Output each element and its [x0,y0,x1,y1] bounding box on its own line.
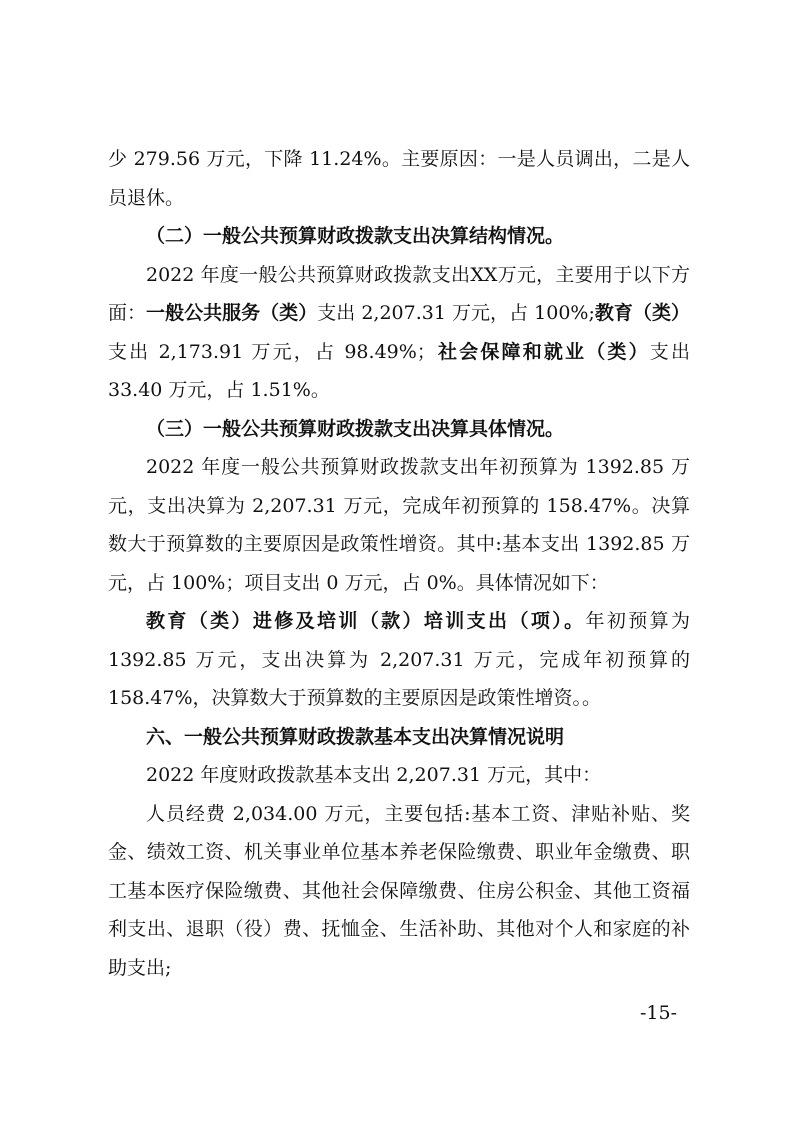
paragraph-basic-expenditure: 2022 年度财政拨款基本支出 2,207.31 万元，其中： [146,764,602,786]
category-label: 社会保障和就业（类） [435,340,650,363]
category-label: 教育（类） [594,302,690,324]
paragraph-structure [108,256,690,410]
paragraph-continued: 少 279.56 万元，下降 11.24%。主要原因：一是人员调出，二是人员退休。 [108,148,690,209]
paragraph-education [108,602,690,718]
item-label: 教育（类）进修及培训（款）培训支出（项）。 [146,610,586,632]
document-body [108,140,690,987]
paragraph-text: 支出 33.40 万元，占 1.51%。 [108,340,690,401]
paragraph-text: 支出 2,173.91 万元，占 98.49%； [108,340,436,363]
paragraph-text: 2022 年度一般公共预算财政拨款支出XX万元，主要用于以下方面： [108,263,690,324]
page-number: -15- [640,1002,678,1024]
paragraph-text: 年初预算为 1392.85 万元，支出决算为 2,207.31 万元，完成年初预算的 158.47%，决算数大于预算数的主要原因是政策性增资。。 [108,610,690,709]
paragraph-text: 支出 2,207.31 万元，占 100%; [317,302,595,324]
paragraph-details: 2022 年度一般公共预算财政拨款支出年初预算为 1392.85 万元，支出决算为 2,207.31 万元，完成年初预算的 158.47%。决算数大于预算数的主要原因是政策性增资。其中:基本支出 1392.85 万元，占 100%；项目支出 0 万元，占 0%。具体情况如下： [108,456,690,594]
paragraph-personnel-costs: 人员经费 2,034.00 万元，主要包括:基本工资、津贴补贴、奖金、绩效工资、机关事业单位基本养老保险缴费、职业年金缴费、职工基本医疗保险缴费、其他社会保障缴费、住房公积金、其他工资福利支出、退职（役）费、抚恤金、生活补助、其他对个人和家庭的补助支出; [108,802,690,979]
section-heading-structure: （二）一般公共预算财政拨款支出决算结构情况。 [146,225,565,247]
section-heading-six: 六、一般公共预算财政拨款基本支出决算情况说明 [146,725,565,748]
section-heading-details: （三）一般公共预算财政拨款支出决算具体情况。 [146,417,565,440]
category-label: 一般公共服务（类） [146,302,318,324]
